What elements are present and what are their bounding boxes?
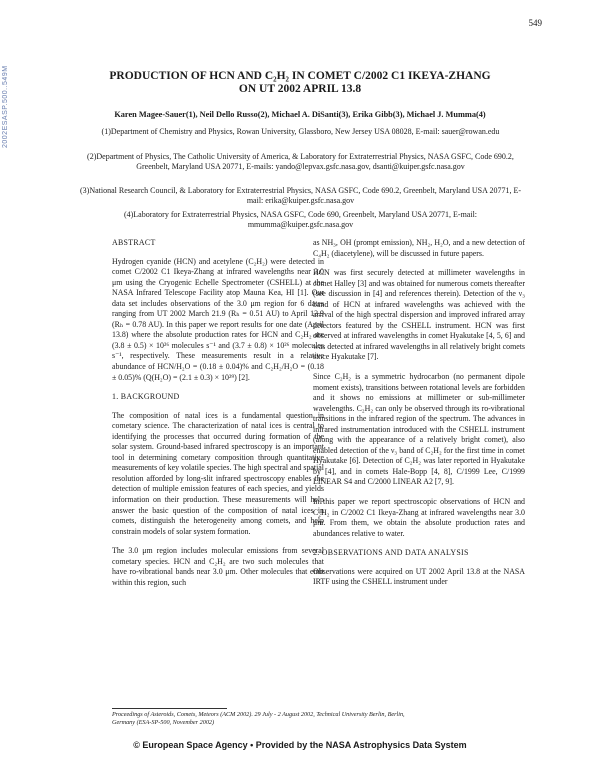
right-column [313, 238, 525, 597]
abstract-text: Hydrogen cyanide (HCN) and acetylene (C₂H₂) were detected in comet C/2002 C1 Ikeya-Zhang at infrared wavelengths near 3.0 μm using the Cryogenic Echelle Spectrometer (CSHELL) at the NASA Infrared Telescope Facility atop Mauna Kea, HI [1]. Our data set includes observations of the 3.0 μm region for 6 dates ranging from UT 2002 March 21.9 (Rₕ = 0.51 AU) to April 13.9 (Rₕ = 0.78 AU). In this paper we report results for one date (April 13.8) where the absolute production rates for HCN and C₂H₂ are (3.8 ± 0.5) × 10²⁶ molecules s⁻¹ and (3.7 ± 0.8) × 10²⁶ molecules s⁻¹, respectively. These measurements result in a relative abundance of HCN/H₂O = (0.18 ± 0.04)% and C₂H₂/H₂O = (0.18 ± 0.05)% (Q(H₂O) = (2.1 ± 0.3) × 10²⁹) [2]. [112, 256, 324, 382]
right-paragraph-3: Since C₂H₂ is a symmetric hydrocarbon (no permanent dipole moment exists), transitions between rotational levels are forbidden and it shows no emissions at millimeter or sub-millimeter wavelengths. C₂H₂ can only be observed through its ro-vibrational transitions in the infrared region of the spectrum. The advances in infrared instrumentation introduced with the CSHELL instrument (along with the appearance of a relatively bright comet), also enabled detection of the ν₃ band of C₂H₂ for the first time in comet Hyakutake [6]. Detection of C₂H₂ was later reported in Hyakutake by [4], and in comets Hale-Bopp [4, 8], C/1999 Lee, C/1999 LINEAR S4 and C/2000 LINEAR A2 [7, 9]. [313, 372, 525, 487]
section-1-paragraph-2: The 3.0 μm region includes molecular emissions from several cometary species. HCN and C₂H₂ are two such molecules that have ro-vibrational bands near 3.0 μm. Other molecules that emit within this region, such [112, 546, 324, 587]
affiliation-3: (3)National Research Council, & Laboratory for Extraterrestrial Physics, NASA GSFC, Code 690.2, Greenbelt, Maryland USA 20771, E-mail: erika@kuiper.gsfc.nasa.gov [79, 186, 522, 205]
page-number: 549 [528, 18, 542, 28]
title-line-2: ON UT 2002 APRIL 13.8 [238, 83, 362, 95]
left-column [112, 238, 324, 597]
affiliation-1: (1)Department of Chemistry and Physics, Rowan University, Glassboro, New Jersey USA 08028, E-mail: sauer@rowan.edu [101, 127, 500, 136]
bibcode-stamp: 2002ESASP.500..549M [2, 65, 9, 148]
title-line-1: PRODUCTION OF HCN AND C₂H₂ IN COMET C/2002 C1 IKEYA-ZHANG [109, 70, 491, 82]
footnote-divider [112, 708, 227, 709]
affiliation-2: (2)Department of Physics, The Catholic University of America, & Laboratory for Extraterrestrial Physics, NASA GSFC, Code 690.2, Greenbelt, Maryland USA 20771, E-mails: yando@lepvax.gsfc.nasa.gov, dsanti@kuiper.gsfc.nasa.gov [87, 152, 514, 171]
section-1-paragraph-1: The composition of natal ices is a fundamental question in cometary science. The characterization of natal ices is central to identifying the processes that occurred during formation of the solar system. Ground-based infrared spectroscopy is an important tool in determining cometary composition through quantitative measurements of key volatile species. The high spectral and spatial resolution afforded by long-slit infrared spectroscopy enables the detection of multiple emission features of each species, and yields information on their production. These measurements will help answer the basic question of the composition of natal ices in comets, distinguish the heterogeneity among comets, and help constrain models of solar system formation. [112, 410, 324, 536]
affiliation-4: (4)Laboratory for Extraterrestrial Physics, NASA GSFC, Code 690, Greenbelt, Maryland USA 20771, E-mail: mmumma@kuiper.gsfc.nasa.gov [123, 210, 478, 229]
paper-title [95, 70, 505, 96]
ads-footer: © European Space Agency • Provided by the NASA Astrophysics Data System [133, 740, 467, 750]
section-1-heading: 1. BACKGROUND [112, 392, 180, 402]
right-paragraph-2: HCN was first securely detected at millimeter wavelengths in comet Halley [3] and was obtained for numerous comets thereafter (see discussion in [4] and references therein). Detection of the ν₃ band of HCN at infrared wavelengths was achieved with the arrival of the high spectral dispersion and improved infrared array detectors featured by the CSHELL instrument. HCN was first observed at infrared wavelengths in comet Hyakutake [4, 5, 6] and was detected at infrared wavelengths in all relatively bright comets since Hyakutake [7]. [313, 268, 525, 362]
abstract-heading: ABSTRACT [112, 238, 156, 247]
author-list: Karen Magee-Sauer(1), Neil Dello Russo(2), Michael A. DiSanti(3), Erika Gibb(3), Michael J. Mumma(4) [114, 110, 486, 119]
section-2-paragraph-1: Observations were acquired on UT 2002 April 13.8 at the NASA IRTF using the CSHELL instrument under [313, 566, 525, 587]
section-2-heading: 2. OBSERVATIONS AND DATA ANALYSIS [313, 548, 469, 558]
proceedings-footnote: Proceedings of Asteroids, Comets, Meteors (ACM 2002). 29 July - 2 August 2002, Technical University Berlin, Berlin, Germany (ESA-SP-500, November 2002) [112, 711, 405, 726]
right-paragraph-4: In this paper we report spectroscopic observations of HCN and C₂H₂ in C/2002 C1 Ikeya-Zhang at infrared wavelengths near 3.0 μm. From them, we obtain the absolute production rates and abundances relative to water. [313, 497, 525, 538]
right-paragraph-1: as NH₃, OH (prompt emission), NH₂, H₂O, and a new detection of C₄H₂ (diacetylene), will be discussed in future papers. [313, 238, 525, 258]
